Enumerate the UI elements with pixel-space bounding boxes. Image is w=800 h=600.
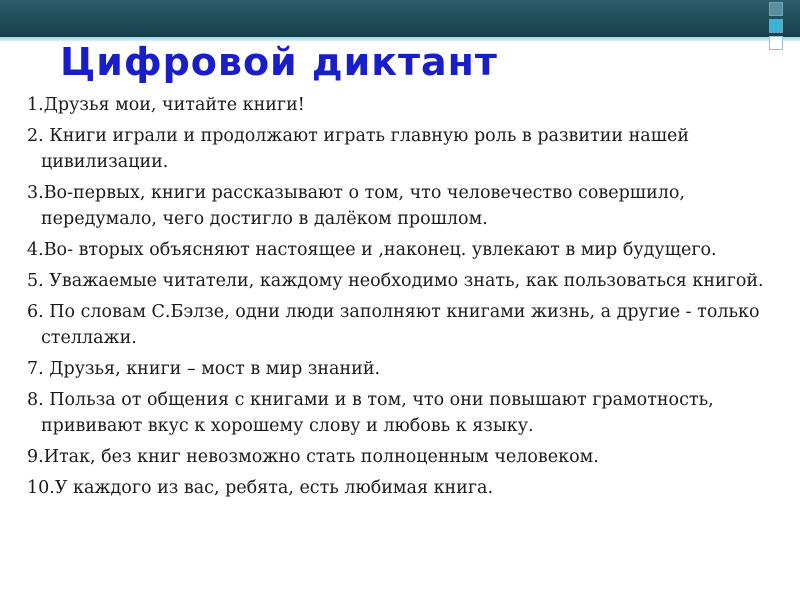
list-item: 2. Книги играли и продолжают играть главную роль в развитии нашей цивилизации. [27,126,689,172]
decorative-square-light [769,36,783,50]
decorative-square-blue [769,19,783,33]
list-item: 7. Друзья, книги – мост в мир знаний. [27,359,381,379]
list-item: 3.Во-первых, книги рассказывают о том, что человечество совершило, передумало, чего достигло в далёком прошлом. [27,183,685,229]
list-item: 9.Итак, без книг невозможно стать полноценным человеком. [27,447,599,467]
slide-title: Цифровой диктант [60,40,498,84]
decorative-squares [769,2,787,53]
list-item: 5. Уважаемые читатели, каждому необходимо знать, как пользоваться книгой. [27,271,764,291]
dictation-list [27,92,767,506]
list-item: 10.У каждого из вас, ребята, есть любимая книга. [27,478,494,498]
list-item: 6. По словам С.Бэлзе, одни люди заполняют книгами жизнь, а другие - только стеллажи. [27,302,760,348]
list-item: 4.Во- вторых объясняют настоящее и ,наконец. увлекают в мир будущего. [27,240,717,260]
decorative-square-dark [769,2,783,16]
list-item: 1.Друзья мои, читайте книги! [27,95,305,115]
header-band [0,0,800,37]
list-item: 8. Польза от общения с книгами и в том, что они повышают грамотность, прививают вкус к хорошему слову и любовь к языку. [27,390,714,436]
